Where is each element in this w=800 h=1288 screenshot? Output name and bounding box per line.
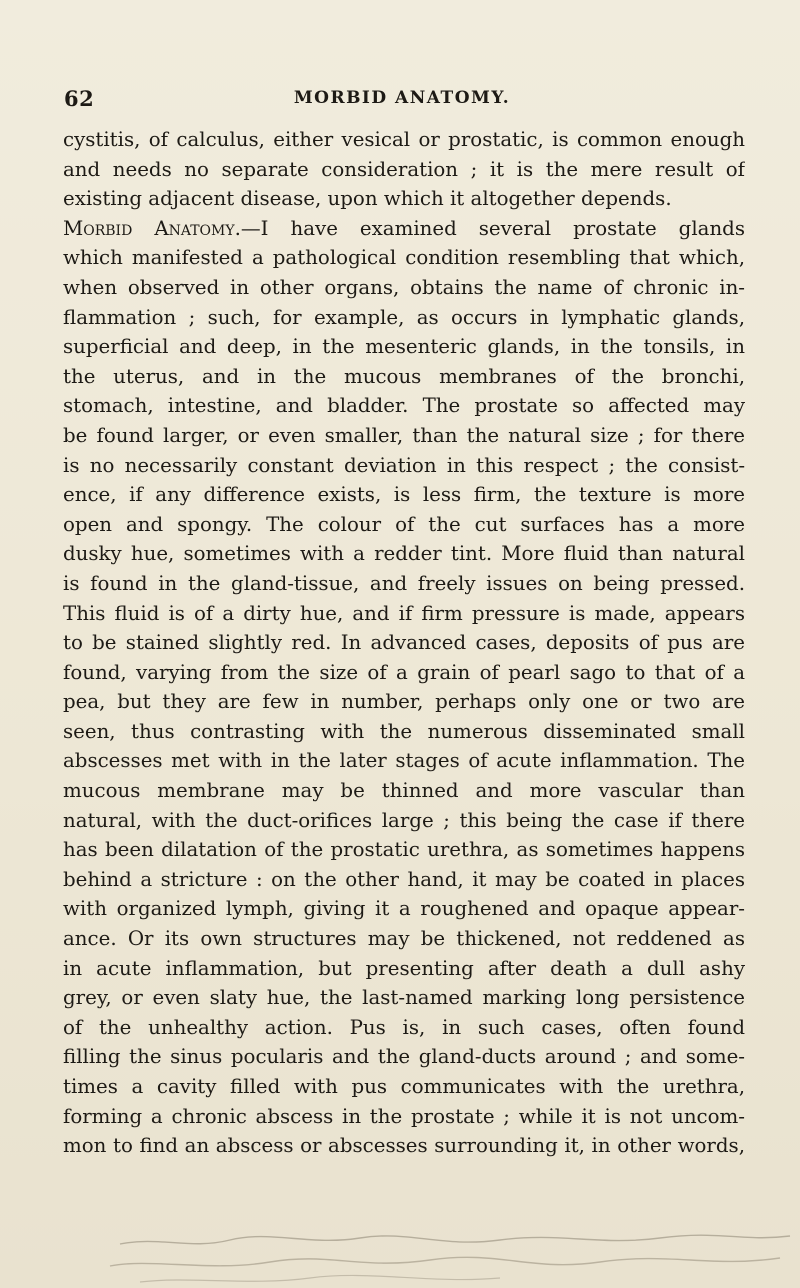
text-line: forming a chronic abscess in the prostate ; while it is not uncom- [63, 1104, 745, 1128]
running-head: MORBID ANATOMY. [293, 88, 511, 108]
page-number: 62 [64, 86, 95, 111]
text-line: pea, but they are few in number, perhaps only one or two are [63, 690, 745, 714]
text-line: is found in the gland-tissue, and freely issues on being pressed. [63, 571, 745, 595]
text-line section-heading-line: Morbid Anatomy.—I have examined several prostate glands [63, 216, 745, 240]
text-line: abscesses met with in the later stages of acute inflammation. The [63, 749, 745, 773]
handwritten-annotation-bleedthrough [100, 1232, 800, 1288]
text-line: is no necessarily constant deviation in this respect ; the consist- [63, 453, 745, 477]
page-header [64, 86, 740, 110]
text-line: to be stained slightly red. In advanced cases, deposits of pus are [63, 631, 745, 655]
text-line: and needs no separate consideration ; it is the mere result of [63, 157, 745, 181]
text-line: be found larger, or even smaller, than the natural size ; for there [63, 423, 745, 447]
text-line: of the unhealthy action. Pus is, in such cases, often found [63, 1015, 745, 1039]
text-line: with organized lymph, giving it a roughened and opaque appear- [63, 897, 745, 921]
text-line: has been dilatation of the prostatic urethra, as sometimes happens [63, 838, 745, 862]
text-line: mucous membrane may be thinned and more vascular than [63, 779, 745, 803]
text-line: dusky hue, sometimes with a redder tint. More fluid than natural [63, 542, 745, 566]
text-line: the uterus, and in the mucous membranes of the bronchi, [63, 364, 745, 388]
body-text [63, 125, 745, 1161]
text-line: ance. Or its own structures may be thickened, not reddened as [63, 927, 745, 951]
text-line: mon to find an abscess or abscesses surrounding it, in other words, [63, 1134, 745, 1158]
text-line: seen, thus contrasting with the numerous disseminated small [63, 719, 745, 743]
text-line: natural, with the duct-orifices large ; this being the case if there [63, 808, 745, 832]
text-line: superficial and deep, in the mesenteric glands, in the tonsils, in [63, 335, 745, 359]
text-line: when observed in other organs, obtains the name of chronic in- [63, 275, 745, 299]
text-line: flammation ; such, for example, as occurs in lymphatic glands, [63, 305, 745, 329]
text-line: found, varying from the size of a grain of pearl sago to that of a [63, 660, 745, 684]
text-line: stomach, intestine, and bladder. The prostate so affected may [63, 394, 745, 418]
section-heading: Morbid Anatomy. [63, 216, 241, 240]
text-line: ence, if any difference exists, is less firm, the texture is more [63, 483, 745, 507]
text-line: existing adjacent disease, upon which it altogether depends. [63, 187, 672, 211]
text-line: behind a stricture : on the other hand, it may be coated in places [63, 867, 745, 891]
text-line: grey, or even slaty hue, the last-named marking long persistence [63, 986, 745, 1010]
text-line: in acute inflammation, but presenting after death a dull ashy [63, 956, 745, 980]
text-line: This fluid is of a dirty hue, and if firm pressure is made, appears [63, 601, 745, 625]
text-line: open and spongy. The colour of the cut surfaces has a more [63, 512, 745, 536]
text-line: filling the sinus pocularis and the gland-ducts around ; and some- [63, 1045, 745, 1069]
text-line: which manifested a pathological condition resembling that which, [63, 246, 745, 270]
text-line: cystitis, of calculus, either vesical or prostatic, is common enough [63, 128, 745, 151]
text-line: times a cavity filled with pus communicates with the urethra, [63, 1075, 745, 1098]
